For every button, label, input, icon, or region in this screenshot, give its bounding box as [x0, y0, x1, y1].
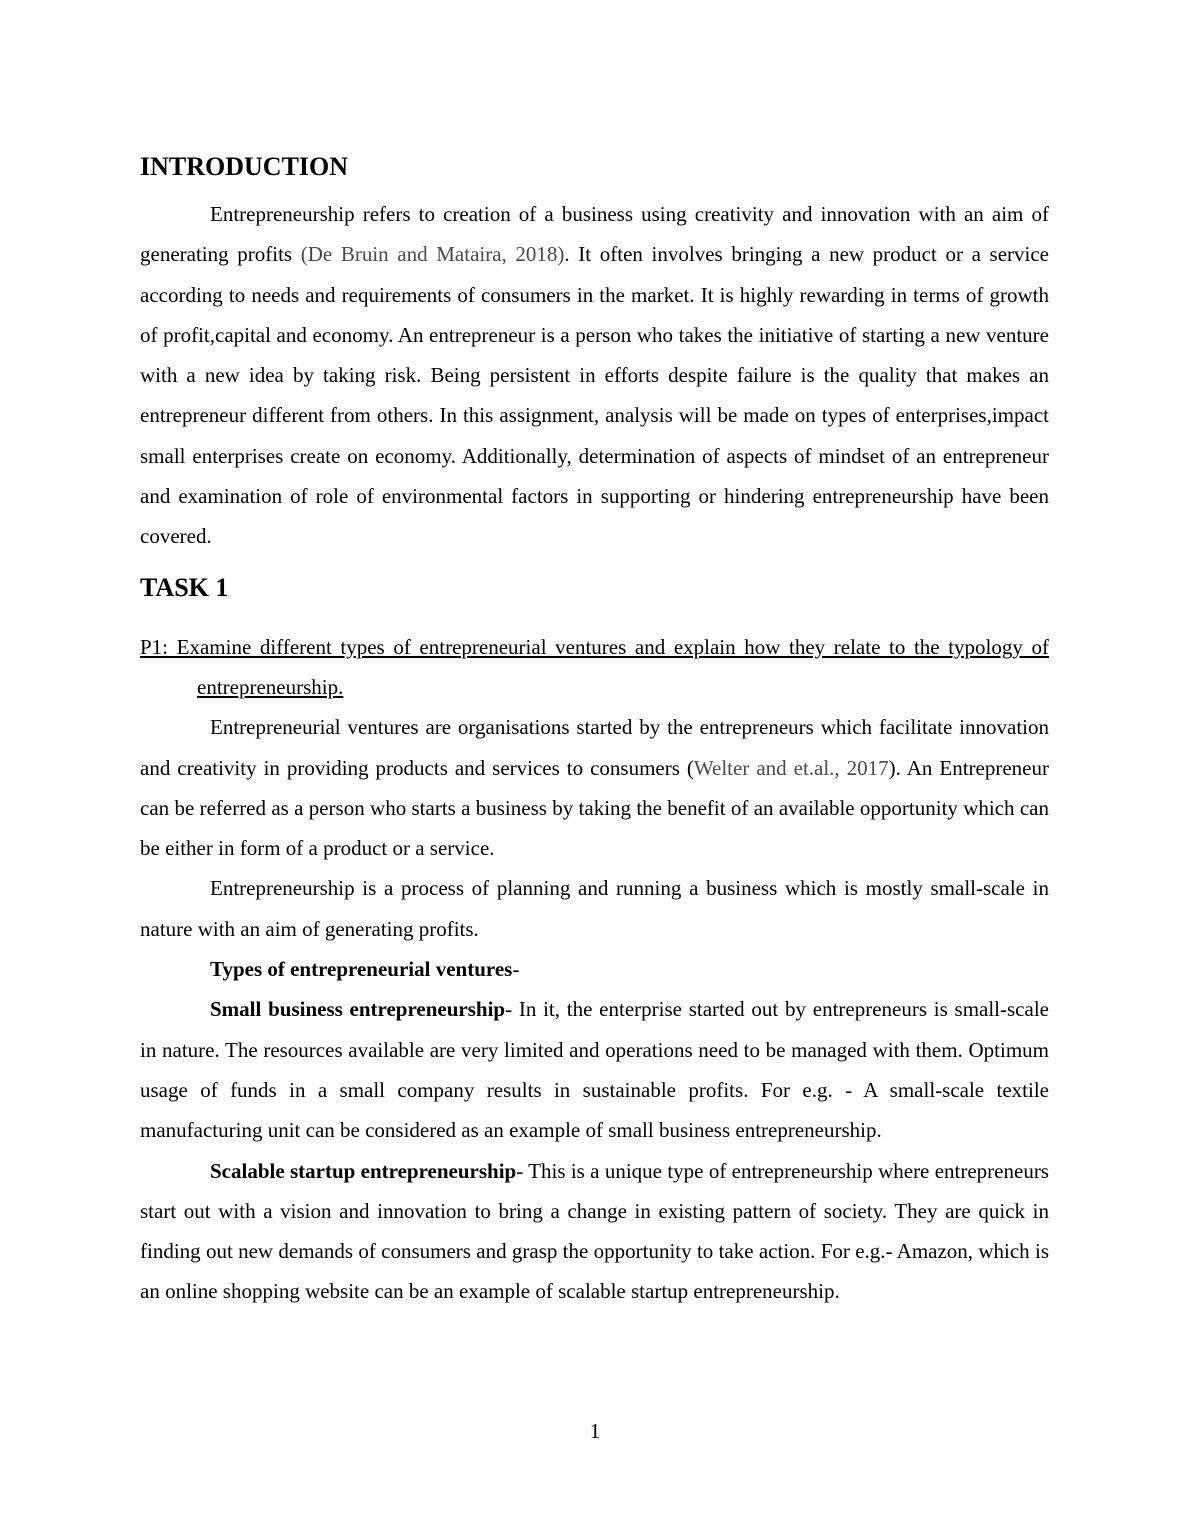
ventures-citation: Welter and et.al., 2017 [693, 755, 889, 780]
scalable-startup-title: Scalable startup entrepreneurship [210, 1158, 517, 1183]
introduction-heading: INTRODUCTION [140, 152, 349, 181]
ventures-definition-paragraph [140, 707, 1049, 868]
types-heading: Types of entrepreneurial ventures [210, 957, 513, 982]
types-heading-paragraph [140, 949, 1049, 989]
page-content [140, 150, 1049, 1312]
small-business-paragraph [140, 989, 1049, 1150]
p1-subheading: P1: Examine different types of entrepreneurial ventures and explain how they relate to the typology of entrepreneurship. [140, 634, 1049, 699]
scalable-startup-paragraph [140, 1151, 1049, 1312]
intro-citation: (De Bruin and Mataira, 2018) [300, 242, 565, 267]
small-business-text: - In it, the enterprise started out by entrepreneurs is small-scale in nature. The resources available are very limited and operations need to be managed with them. Optimum usage of funds in a small company results in sustainable profits. For e.g. - A small-scale textile manufacturing unit can be considered as an example of small business entrepreneurship. [140, 997, 1049, 1143]
task1-heading: TASK 1 [140, 572, 229, 602]
ventures-text-part-2: ). An Entrepreneur can be referred as a person who starts a business by taking the benefit of an available opportunity which can be either in form of a product or a service. [140, 755, 1049, 861]
page-number: 1 [589, 1419, 601, 1443]
scalable-startup-text: - This is a unique type of entrepreneurship where entrepreneurs start out with a vision and innovation to bring a change in existing pattern of society. They are quick in finding out new demands of consumers and grasp the opportunity to take action. For e.g.- Amazon, which is an online shopping website can be an example of scalable startup entrepreneurship. [140, 1158, 1049, 1304]
entrepreneurship-process-paragraph: Entrepreneurship is a process of planning and running a business which is mostly small-scale in nature with an aim of generating profits. [140, 876, 1049, 941]
ventures-text-part-1: Entrepreneurial ventures are organisations started by the entrepreneurs which facilitate innovation and creativity in providing products and services to consumers ( [140, 715, 1049, 780]
small-business-title: Small business entrepreneurship [210, 997, 506, 1022]
intro-text-part-1: Entrepreneurship refers to creation of a business using creativity and innovation with an aim of generating profits [140, 202, 1049, 267]
types-heading-suffix: - [512, 957, 520, 982]
intro-text-part-2: . It often involves bringing a new product or a service according to needs and requirements of consumers in the market. It is highly rewarding in terms of growth of profit,capital and economy. An entrepreneur is a person who takes the initiative of starting a new venture with a new idea by taking risk. Being persistent in efforts despite failure is the quality that makes an entrepreneur different from others. In this assignment, analysis will be made on types of enterprises,impact small enterprises create on economy. Additionally, determination of aspects of mindset of an entrepreneur and examination of role of environmental factors in supporting or hindering entrepreneurship have been covered. [140, 242, 1049, 549]
introduction-paragraph [140, 194, 1049, 557]
